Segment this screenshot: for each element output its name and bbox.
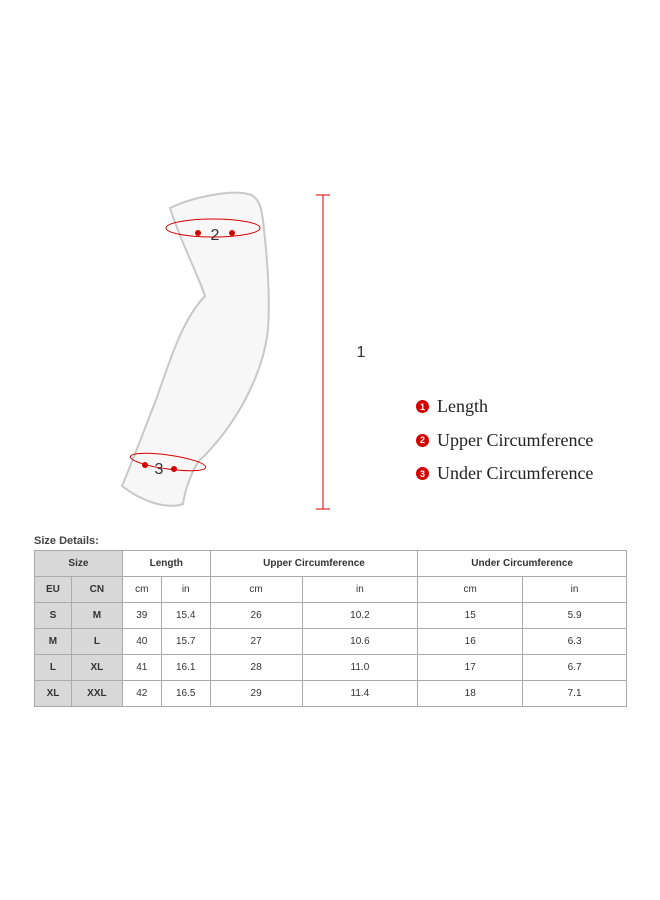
- upper-point-left: [195, 230, 201, 236]
- header-length: Length: [122, 551, 210, 577]
- table-cell: 15: [418, 603, 523, 629]
- table-row: [35, 681, 627, 707]
- upper-point-right: [229, 230, 235, 236]
- sub-header-upper-in: in: [302, 577, 418, 603]
- table-cell: L: [71, 629, 122, 655]
- table-row: [35, 655, 627, 681]
- arm-sleeve-shape: [122, 193, 269, 506]
- table-cell: 28: [210, 655, 302, 681]
- header-size: Size: [35, 551, 123, 577]
- size-table: [34, 550, 627, 707]
- legend-item-length: [416, 390, 593, 424]
- sub-header-under-cm: cm: [418, 577, 523, 603]
- under-point-label: 3: [154, 461, 164, 478]
- sub-header-upper-cm: cm: [210, 577, 302, 603]
- table-cell: 41: [122, 655, 161, 681]
- table-cell: 18: [418, 681, 523, 707]
- legend-label: Under Circumference: [437, 463, 594, 484]
- table-row: [35, 629, 627, 655]
- table-cell: 10.6: [302, 629, 418, 655]
- number-2-icon: 2: [416, 434, 429, 447]
- table-cell: 16.1: [161, 655, 210, 681]
- table-cell: 16: [418, 629, 523, 655]
- table-cell: 6.7: [523, 655, 627, 681]
- legend-item-upper-circumference: [416, 424, 593, 458]
- table-cell: 15.7: [161, 629, 210, 655]
- measurement-legend: [416, 390, 593, 491]
- table-cell: 10.2: [302, 603, 418, 629]
- table-cell: M: [71, 603, 122, 629]
- table-cell: XL: [71, 655, 122, 681]
- table-cell: 11.0: [302, 655, 418, 681]
- header-under-circumference: Under Circumference: [418, 551, 627, 577]
- table-cell: 26: [210, 603, 302, 629]
- table-row: [35, 603, 627, 629]
- table-cell: 17: [418, 655, 523, 681]
- table-cell: S: [35, 603, 72, 629]
- table-cell: 7.1: [523, 681, 627, 707]
- table-cell: XXL: [71, 681, 122, 707]
- upper-point-label: 2: [210, 227, 220, 244]
- number-3-icon: 3: [416, 467, 429, 480]
- table-cell: 11.4: [302, 681, 418, 707]
- table-cell: 15.4: [161, 603, 210, 629]
- number-1-icon: 1: [416, 400, 429, 413]
- legend-item-under-circumference: [416, 457, 593, 491]
- sub-header-eu: EU: [35, 577, 72, 603]
- table-cell: 39: [122, 603, 161, 629]
- table-cell: 16.5: [161, 681, 210, 707]
- table-cell: XL: [35, 681, 72, 707]
- size-details-title: Size Details:: [34, 535, 99, 547]
- sub-header-under-in: in: [523, 577, 627, 603]
- under-point-right: [171, 466, 177, 472]
- under-point-left: [142, 462, 148, 468]
- table-cell: M: [35, 629, 72, 655]
- table-cell: 29: [210, 681, 302, 707]
- table-cell: 5.9: [523, 603, 627, 629]
- table-cell: 42: [122, 681, 161, 707]
- header-upper-circumference: Upper Circumference: [210, 551, 418, 577]
- legend-label: Length: [437, 396, 488, 417]
- length-label: 1: [356, 344, 366, 361]
- table-cell: 27: [210, 629, 302, 655]
- table-cell: 6.3: [523, 629, 627, 655]
- table-group-header-row: [35, 551, 627, 577]
- legend-label: Upper Circumference: [437, 429, 594, 450]
- table-cell: 40: [122, 629, 161, 655]
- table-sub-header-row: [35, 577, 627, 603]
- sub-header-cn: CN: [71, 577, 122, 603]
- sub-header-length-cm: cm: [122, 577, 161, 603]
- table-cell: L: [35, 655, 72, 681]
- sub-header-length-in: in: [161, 577, 210, 603]
